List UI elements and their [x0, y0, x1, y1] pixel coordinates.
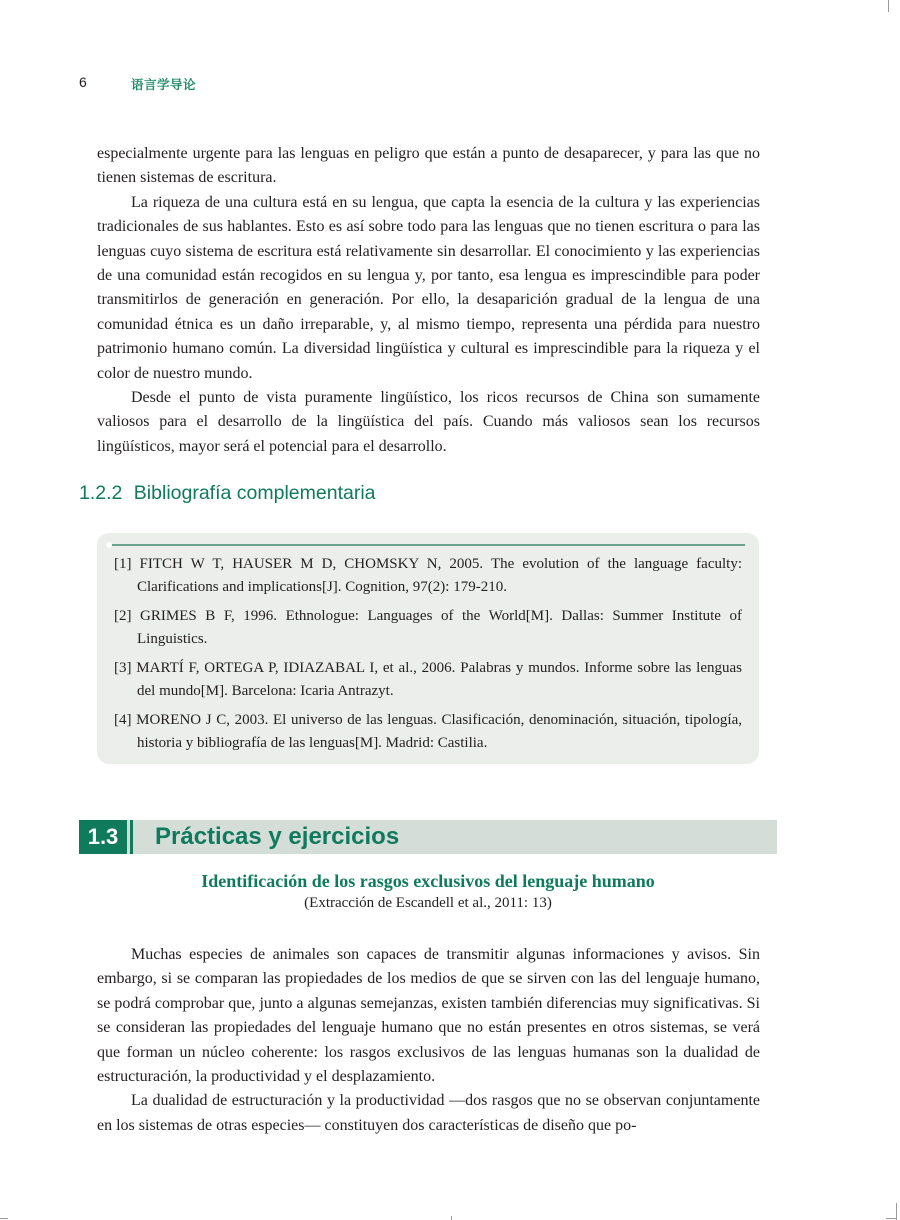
reference-item: [2] GRIMES B F, 1996. Ethnologue: Languages of the World[M]. Dallas: Summer Institute of Linguistics.: [114, 608, 742, 647]
reference-item: [1] FITCH W T, HAUSER M D, CHOMSKY N, 2005. The evolution of the language faculty: Clarifications and implications[J]. Cognition, 97(2): 179-210.: [114, 556, 742, 595]
reference-list: [114, 553, 742, 761]
exercise-title: Identificación de los rasgos exclusivos del lenguaje humano: [201, 871, 655, 891]
intro-text: [97, 142, 760, 459]
paragraph: La dualidad de estructuración y la productividad —dos rasgos que no se observan conjuntamente en los sistemas de otras especies— constituyen dos características de diseño que po-: [97, 1092, 760, 1134]
paragraph: especialmente urgente para las lenguas en peligro que están a punto de desaparecer, y para las que no tienen sistemas de escritura.: [97, 145, 760, 187]
section-title: Prácticas y ejercicios: [155, 823, 400, 850]
paragraph: Muchas especies de animales son capaces de transmitir algunas informaciones y avisos. Sin embargo, si se comparan las propiedades de los medios de que se sirven con las del lenguaje humano, se podrá comprobar que, junto a algunas semejanzas, existen también diferencias muy significativas. Si se consideran las propiedades del lenguaje humano que no están presentes en otros sistemas, se verá que forman un núcleo coherente: los rasgos exclusivos de las lenguas humanas son la dualidad de estructuración, la productividad y el desplazamiento.: [97, 946, 760, 1086]
crop-mark-top-right: [888, 0, 889, 12]
reference-item: [4] MORENO J C, 2003. El universo de las lenguas. Clasificación, denominación, situación, tipología, historia y bibliografía de las lenguas[M]. Madrid: Castilia.: [114, 712, 742, 751]
crop-mark-bottom-center: [451, 1216, 452, 1220]
paragraph: Desde el punto de vista puramente lingüístico, los ricos recursos de China son sumamente valiosos para el desarrollo de la lingüística del país. Cuando más valiosos sean los recursos lingüísticos, mayor será el potencial para el desarrollo.: [97, 389, 760, 455]
box-rule-dot: [106, 542, 112, 548]
section-heading-bar: [79, 820, 777, 854]
paragraph: La riqueza de una cultura está en su lengua, que capta la esencia de la cultura y las experiencias tradicionales de sus hablantes. Esto es así sobre todo para las lenguas que no tienen escritura o para las lenguas cuyo sistema de escritura está relativamente sin desarrollar. El conocimiento y las experiencias de una comunidad están recogidos en su lengua y, por tanto, esa lengua es imprescindible para poder transmitirlos de generación en generación. Por ello, la desaparición gradual de la lengua de una comunidad étnica es un daño irreparable, y, al mismo tiempo, representa una pérdida para nuestro patrimonio humano común. La diversidad lingüística y cultural es imprescindible para la riqueza y el color de nuestro mundo.: [97, 193, 760, 382]
reference-item: [3] MARTÍ F, ORTEGA P, IDIAZABAL I, et al., 2006. Palabras y mundos. Informe sobre las lenguas del mundo[M]. Barcelona: Icaria Antrazyt.: [114, 660, 742, 699]
bibliography-box: [97, 533, 759, 764]
exercise-source: (Extracción de Escandell et al., 2011: 13): [304, 895, 552, 911]
crop-mark-bottom-right: [896, 1203, 897, 1220]
crop-mark-bottom-left: [0, 1218, 8, 1219]
subsection-heading: [79, 482, 376, 505]
section-divider: [130, 820, 133, 854]
exercise-text: [97, 943, 760, 1138]
subsection-number: 1.2.2: [79, 482, 123, 504]
crop-mark-bottom-right-h: [886, 1218, 896, 1219]
page-number: 6: [79, 74, 87, 90]
book-title: 语言学导论: [131, 77, 197, 92]
subsection-title: Bibliografía complementaria: [133, 482, 376, 504]
section-number: 1.3: [79, 820, 127, 854]
box-top-rule: [111, 544, 745, 546]
